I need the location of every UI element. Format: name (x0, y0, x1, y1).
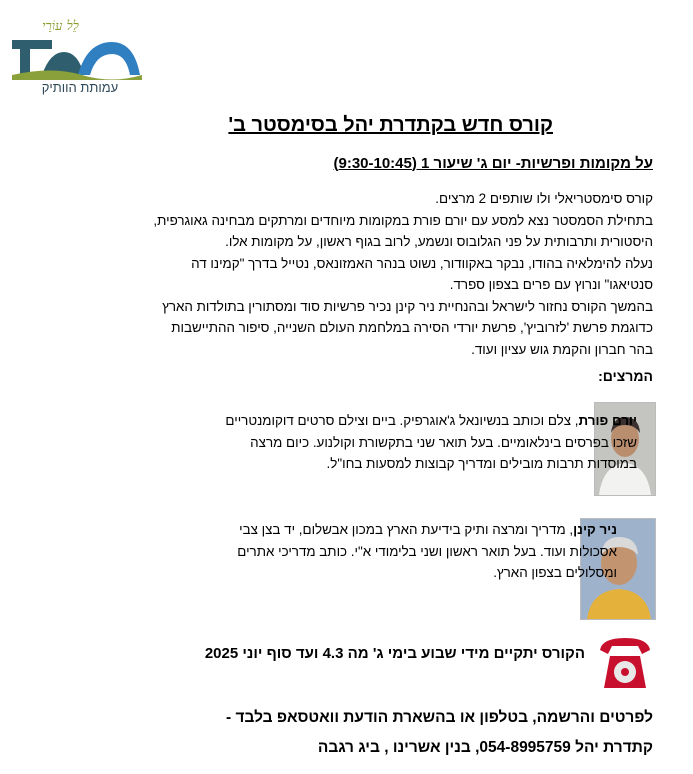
description-line: קורס סימסטריאלי ולו שותפים 2 מרצים. (435, 191, 653, 206)
lecturer1-bio-line2: שזכו בפרסים בינלאומיים. בעל תואר שני בתקשורת וקולנוע. כיום מרצה (250, 434, 637, 450)
telephone-icon (594, 630, 656, 692)
contact-details: קתדרת יהל 054-8995759, בנין אשרינו , ביג רגבה (317, 739, 653, 756)
lecturer1-bio-line3: במוסדות תרבות מובילים ומדריך קבוצות למסעות בחו"ל. (326, 456, 637, 471)
description-line: בתחילת הסמסטר נצא למסע עם יורם פורת במקומות מיוחדים ומרתקים מבחינה גאוגרפית, (153, 212, 653, 228)
lecturer2-name: ניר קינן (573, 522, 617, 537)
registration-info: לפרטים והרשמה, בטלפון או בהשארת הודעת וואטסאפ בלבד - (226, 709, 653, 726)
description-line: בהמשך הקורס נחזור לישראל ובהנחיית ניר קינן נכיר פרשיות סוד ומסתורין בתולדות הארץ (162, 298, 653, 314)
lecturer1-name: יורם פורת (578, 413, 637, 428)
page-title: קורס חדש בקתדרת יהל בסימסטר ב' (228, 114, 553, 136)
lecturer1-bio-line1: , צלם וכותב בנשיונאל ג'אוגרפיק. ביים וצילם סרטים דוקומנטריים (225, 413, 579, 428)
lecturer2-bio-line3: ומסלולים בצפון הארץ. (493, 565, 617, 580)
course-description (53, 188, 653, 360)
organization-logo (12, 18, 142, 100)
aqueduct-logo-icon (12, 32, 142, 82)
course-subtitle: על מקומות ופרשיות- יום ג' שיעור 1 (9:30-10:45) (333, 155, 653, 172)
description-line: כדוגמת פרשת 'לזרוביץ', פרשת יורדי הסירה במלחמת העולם השנייה, סיפור ההתיישבות (171, 320, 653, 335)
lecturer1-bio (225, 410, 637, 475)
lecturer2-bio-line2: אסכולות ועוד. בעל תואר ראשון ושני בלימודי א"י. כותב מדריכי אתרים (237, 543, 617, 559)
lecturer2-bio (237, 519, 617, 584)
lecturer2-bio-line1: , מדריך ומרצה ותיק בידיעת הארץ במכון אבשלום, יד בצן צבי (239, 522, 574, 537)
description-line: בהר חברון והקמת גוש עציון ועוד. (471, 341, 653, 357)
description-line: היסטורית ותרבותית על פני הגלובוס ונשמע, לרוב בגוף ראשון, על מקומות אלו. (225, 234, 653, 249)
lecturers-heading: המרצים: (598, 368, 653, 384)
description-line: נעלה להימלאיה בהודו, נבקר באקוודור, נשוט בנהר האמזונאס, נטייל בדרך "קמינו דה (191, 255, 653, 271)
course-schedule: הקורס יתקיים מידי שבוע בימי ג' מה 4.3 ועד סוף יוני 2025 (204, 645, 585, 662)
logo-org-name: עמותת הוותיק (41, 80, 119, 95)
logo-script-text: לֵל עוֹרֵי (42, 19, 79, 34)
description-line: סנטיאגו" ונרוץ עם פרים בצפון ספרד. (449, 277, 653, 292)
